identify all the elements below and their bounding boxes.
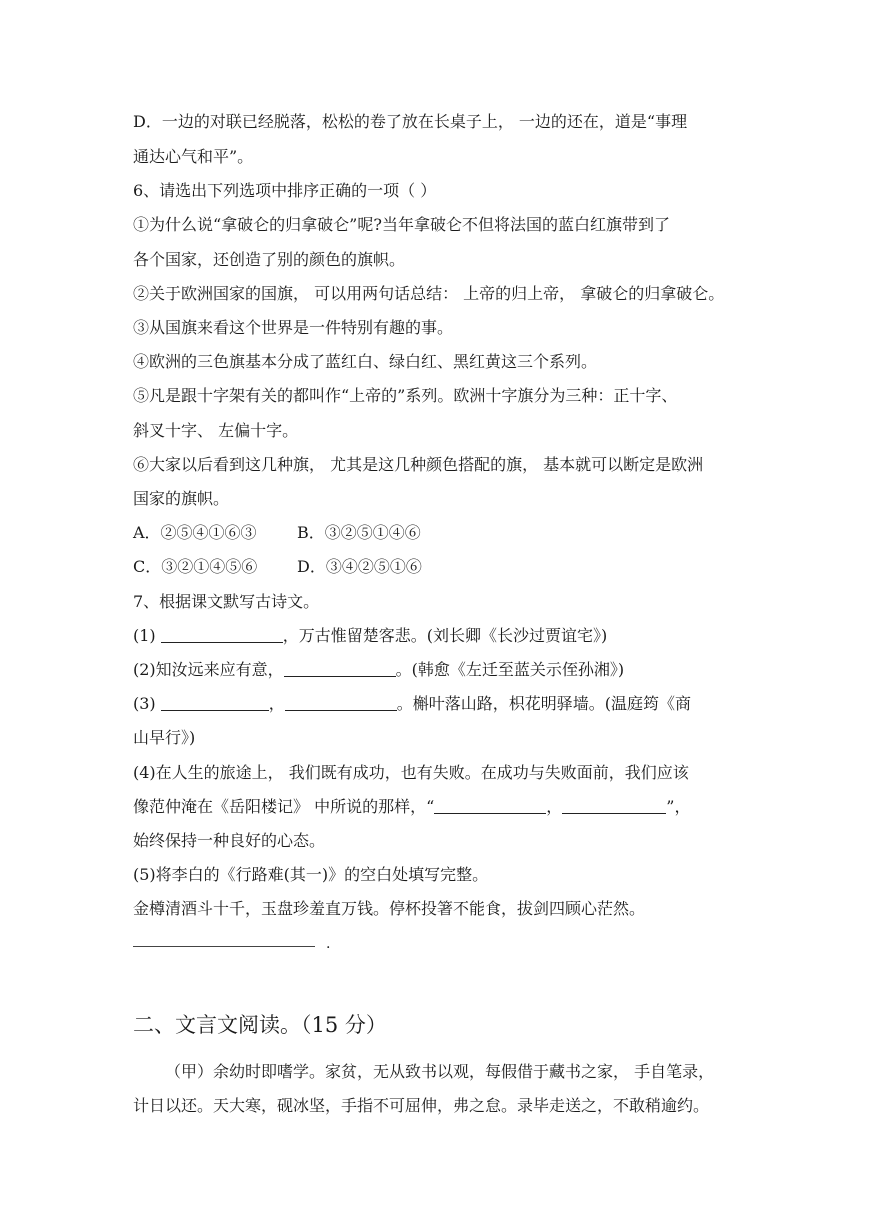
answer-blank[interactable] [133,946,315,947]
end-dot: . [326,936,331,952]
item-3: ③从国旗来看这个世界是一件特别有趣的事。 [133,318,454,337]
item-1-line-1: ①为什么说“拿破仑的归拿破仑”呢?当年拿破仑不但将法国的蓝白红旗带到了 [133,215,670,234]
item-5-line-1: ⑤凡是跟十字架有关的都叫作“上帝的”系列。欧洲十字旗分为三种：正十字、 [133,386,678,405]
answer-blank[interactable] [434,797,546,814]
answer-blank[interactable] [285,694,397,711]
choice-d: D．③④②⑤①⑥ [297,557,422,576]
answer-blank[interactable] [284,660,396,677]
question-7: 7、根据课文默写古诗文。 [133,592,320,611]
poem-item-2: (2)知汝远来应有意， 。(韩愈《左迁至蓝关示侄孙湘》) [133,660,625,679]
item-4: ④欧洲的三色旗基本分成了蓝红白、绿白红、黑红黄这三个系列。 [133,352,598,371]
section-2-heading: 二、文言文阅读。（15 分） [133,1013,387,1037]
item-6-line-2: 国家的旗帜。 [133,489,230,508]
choice-a: A．②⑤④①⑥③ [133,523,257,542]
question-6: 6、请选出下列选项中排序正确的一项（ ） [133,181,437,200]
poem-item-5-verse: 金樽清酒斗十千，玉盘珍羞直万钱。停杯投箸不能食，拔剑四顾心茫然。 [133,899,646,918]
item-2: ②关于欧洲国家的国旗， 可以用两句话总结： 上帝的归上帝， 拿破仑的归拿破仑。 [133,284,725,303]
answer-blank[interactable] [562,797,666,814]
answer-blank[interactable] [161,694,269,711]
option-d-line-2: 通达心气和平”。 [133,147,254,166]
poem-item-5: (5)将李白的《行路难(其一)》的空白处填写完整。 [133,865,489,884]
choice-b: B．③②⑤①④⑥ [297,523,421,542]
poem-item-4-line-3: 始终保持一种良好的心态。 [133,831,326,850]
item-1-line-2: 各个国家，还创造了别的颜色的旗帜。 [133,250,406,269]
poem-item-1: (1) ，万古惟留楚客悲。(刘长卿《长沙过贾谊宅》) [133,626,608,645]
choice-c: C．③②①④⑤⑥ [133,557,258,576]
poem-item-4-line-2: 像范仲淹在《岳阳楼记》 中所说的那样，“ ， ”， [133,797,691,816]
item-5-line-2: 斜叉十字、 左偏十字。 [133,421,299,440]
poem-item-3: (3) ， 。槲叶落山路，枳花明驿墙。(温庭筠《商 [133,694,692,713]
item-6-line-1: ⑥大家以后看到这几种旗， 尤其是这几种颜色搭配的旗， 基本就可以断定是欧洲 [133,455,704,474]
option-d-line-1: D．一边的对联已经脱落，松松的卷了放在长桌子上， 一边的还在，道是“事理 [133,112,688,131]
poem-item-3-line-2: 山早行》) [133,728,196,747]
answer-blank[interactable] [161,626,283,643]
poem-item-4-line-1: (4)在人生的旅途上， 我们既有成功，也有失败。在成功与失败面前，我们应该 [133,763,689,782]
reading-line-2: 计日以还。天大寒，砚冰坚，手指不可屈伸，弗之怠。录毕走送之，不敢稍逾约。 [133,1096,710,1115]
reading-line-1: （甲）余幼时即嗜学。家贫，无从致书以观，每假借于藏书之家， 手自笔录， [165,1062,715,1081]
